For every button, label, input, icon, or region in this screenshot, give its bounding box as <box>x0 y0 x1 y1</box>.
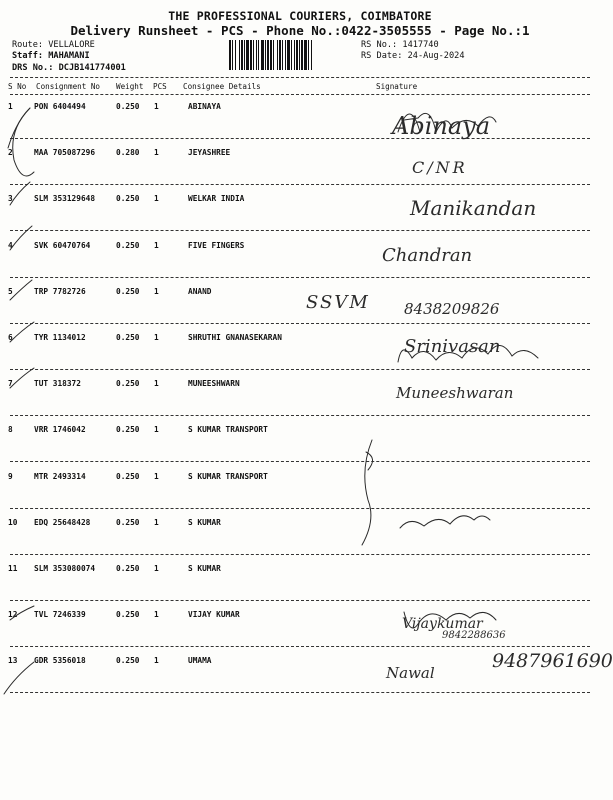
cell-sno: 6 <box>8 333 13 342</box>
row-separator <box>10 277 590 278</box>
cell-weight: 0.250 <box>116 333 140 342</box>
note-row-12: 9842288636 <box>442 630 506 641</box>
rs-no-value: 1417740 <box>402 40 439 50</box>
signature-row-12: Vijaykumar <box>402 616 483 632</box>
cell-sno: 9 <box>8 472 13 481</box>
cell-weight: 0.250 <box>116 610 140 619</box>
route-field <box>12 40 95 50</box>
cell-consignment: TUT 318372 <box>34 379 81 388</box>
staff-value: MAHAMANI <box>48 51 90 61</box>
col-sno: S No <box>8 82 27 91</box>
barcode-bar <box>277 40 278 70</box>
barcode-bar <box>239 40 240 70</box>
cell-sno: 4 <box>8 241 13 250</box>
row-separator <box>10 554 590 555</box>
cell-pcs: 1 <box>154 656 159 665</box>
cell-sno: 2 <box>8 148 13 157</box>
barcode-bar <box>241 40 243 70</box>
signature-row-6: Srinivasan <box>404 336 501 357</box>
rs-no-label: RS No.: <box>361 40 398 50</box>
cell-pcs: 1 <box>154 379 159 388</box>
barcode-bar <box>235 40 236 70</box>
row-separator <box>10 646 590 647</box>
barcode-bar <box>282 40 283 70</box>
col-consignee: Consignee Details <box>183 82 261 91</box>
cell-consignment: SLM 353129648 <box>34 194 96 203</box>
cell-weight: 0.250 <box>116 287 140 296</box>
cell-consignment: MTR 2493314 <box>34 472 86 481</box>
barcode-bar <box>261 40 264 70</box>
company-name: THE PROFESSIONAL COURIERS, COIMBATORE <box>168 9 432 23</box>
row-separator <box>10 138 590 139</box>
tick-mark <box>4 662 34 694</box>
drs-label: DRS No.: <box>12 63 54 73</box>
ink-loop <box>13 108 34 176</box>
rs-date-value: 24-Aug-2024 <box>407 51 465 61</box>
tick-mark <box>10 322 34 342</box>
barcode-bar <box>256 40 257 70</box>
barcode <box>228 40 352 70</box>
staff-field <box>12 51 90 61</box>
barcode-bar <box>244 40 245 70</box>
cell-weight: 0.250 <box>116 564 140 573</box>
cell-weight: 0.250 <box>116 656 140 665</box>
cell-sno: 11 <box>8 564 18 573</box>
barcode-bar <box>299 40 300 70</box>
cell-consignee: FIVE FINGERS <box>188 241 245 250</box>
cell-consignment: TRP 7782726 <box>34 287 86 296</box>
cell-pcs: 1 <box>154 564 159 573</box>
cell-pcs: 1 <box>154 425 159 434</box>
header-bottom-rule <box>10 94 590 95</box>
col-weight: Weight <box>116 82 144 91</box>
col-pcs: PCS <box>153 82 167 91</box>
cell-consignment: TYR 1134012 <box>34 333 86 342</box>
barcode-bar <box>250 40 252 70</box>
cell-weight: 0.250 <box>116 241 140 250</box>
barcode-bar <box>232 40 233 70</box>
cell-weight: 0.250 <box>116 194 140 203</box>
cell-sno: 8 <box>8 425 13 434</box>
cell-pcs: 1 <box>154 518 159 527</box>
barcode-bar <box>287 40 290 70</box>
col-signature: Signature <box>376 82 418 91</box>
cell-consignee: MUNEESHWARN <box>188 379 240 388</box>
route-label: Route: <box>12 40 44 50</box>
signature-row-7: Muneeshwaran <box>396 384 514 402</box>
signature-row-3: Manikandan <box>410 196 537 220</box>
row-separator <box>10 230 590 231</box>
barcode-bar <box>253 40 254 70</box>
row-separator <box>10 369 590 370</box>
signature-row-4: Chandran <box>382 245 473 266</box>
cell-sno: 13 <box>8 656 18 665</box>
cell-consignment: SVK 60470764 <box>34 241 91 250</box>
barcode-bar <box>279 40 281 70</box>
cell-consignment: SLM 353080074 <box>34 564 96 573</box>
barcode-bar <box>267 40 269 70</box>
cell-weight: 0.250 <box>116 472 140 481</box>
cell-consignee: WELKAR INDIA <box>188 194 245 203</box>
cell-pcs: 1 <box>154 241 159 250</box>
tick-mark <box>10 368 34 388</box>
cell-sno: 10 <box>8 518 18 527</box>
cell-weight: 0.280 <box>116 148 140 157</box>
cell-pcs: 1 <box>154 102 159 111</box>
barcode-bar <box>308 40 309 70</box>
route-value: VELLALORE <box>48 40 95 50</box>
cell-consignee: S KUMAR TRANSPORT <box>188 472 268 481</box>
barcode-bar <box>301 40 303 70</box>
cell-pcs: 1 <box>154 610 159 619</box>
cell-consignment: PON 6404494 <box>34 102 86 111</box>
drs-value: DCJB141774001 <box>58 63 126 73</box>
rs-date-label: RS Date: <box>361 51 403 61</box>
cell-sno: 3 <box>8 194 13 203</box>
cell-weight: 0.250 <box>116 379 140 388</box>
cell-consignee: S KUMAR <box>188 564 221 573</box>
barcode-bar <box>270 40 272 70</box>
barcode-bar <box>294 40 295 70</box>
runsheet-title: Delivery Runsheet - PCS - Phone No.:0422-3505555 - Page No.:1 <box>70 23 530 38</box>
barcode-bar <box>291 40 292 70</box>
sig-scribble-10 <box>400 516 490 528</box>
row-separator <box>10 692 590 693</box>
tick-mark <box>10 280 32 300</box>
rs-no-field <box>361 40 439 50</box>
note-row-13: 9487961690 <box>492 650 613 672</box>
tick-mark <box>10 182 30 205</box>
cell-pcs: 1 <box>154 333 159 342</box>
barcode-bar <box>229 40 231 70</box>
barcode-bar <box>296 40 298 70</box>
row-separator <box>10 461 590 462</box>
cell-consignee: VIJAY KUMAR <box>188 610 240 619</box>
cell-consignee: ANAND <box>188 287 212 296</box>
col-consignment: Consignment No <box>36 82 101 91</box>
cell-consignee: JEYASHREE <box>188 148 231 157</box>
cell-pcs: 1 <box>154 148 159 157</box>
row-separator <box>10 600 590 601</box>
cell-consignment: EDQ 25648428 <box>34 518 91 527</box>
cell-consignment: MAA 705087296 <box>34 148 96 157</box>
cell-weight: 0.250 <box>116 425 140 434</box>
row-separator <box>10 323 590 324</box>
cell-pcs: 1 <box>154 287 159 296</box>
barcode-bar <box>304 40 307 70</box>
cell-consignee: S KUMAR <box>188 518 221 527</box>
tick-mark <box>8 108 30 148</box>
cell-sno: 7 <box>8 379 13 388</box>
cell-consignee: SHRUTHI GNANASEKARAN <box>188 333 282 342</box>
row-separator <box>10 415 590 416</box>
rs-date-field <box>361 51 465 61</box>
barcode-bar <box>311 40 312 70</box>
header-top-rule <box>10 77 590 78</box>
cell-pcs: 1 <box>154 472 159 481</box>
cell-consignee: UMAMA <box>188 656 212 665</box>
cell-consignment: TVL 7246339 <box>34 610 86 619</box>
barcode-bar <box>265 40 266 70</box>
cell-consignment: GDR 5356018 <box>34 656 86 665</box>
drs-field <box>12 63 126 73</box>
cell-sno: 12 <box>8 610 18 619</box>
cell-weight: 0.250 <box>116 102 140 111</box>
staff-label: Staff: <box>12 51 44 61</box>
signature-row-5: 8438209826 <box>404 300 500 318</box>
barcode-bar <box>246 40 249 70</box>
note-row-5: SSVM <box>306 292 370 313</box>
barcode-bar <box>273 40 274 70</box>
barcode-bar <box>285 40 286 70</box>
cell-consignee: ABINAYA <box>188 102 221 111</box>
ink-bracket <box>362 440 373 545</box>
barcode-bar <box>258 40 259 70</box>
signature-row-13: Nawal <box>386 664 435 682</box>
cell-weight: 0.250 <box>116 518 140 527</box>
row-separator <box>10 184 590 185</box>
cell-sno: 5 <box>8 287 13 296</box>
row-separator <box>10 508 590 509</box>
cell-consignee: S KUMAR TRANSPORT <box>188 425 268 434</box>
cell-pcs: 1 <box>154 194 159 203</box>
note-row-1: C/NR <box>412 158 468 177</box>
cell-consignment: VRR 1746042 <box>34 425 86 434</box>
cell-sno: 1 <box>8 102 13 111</box>
signature-row-1: Abinaya <box>392 112 491 140</box>
